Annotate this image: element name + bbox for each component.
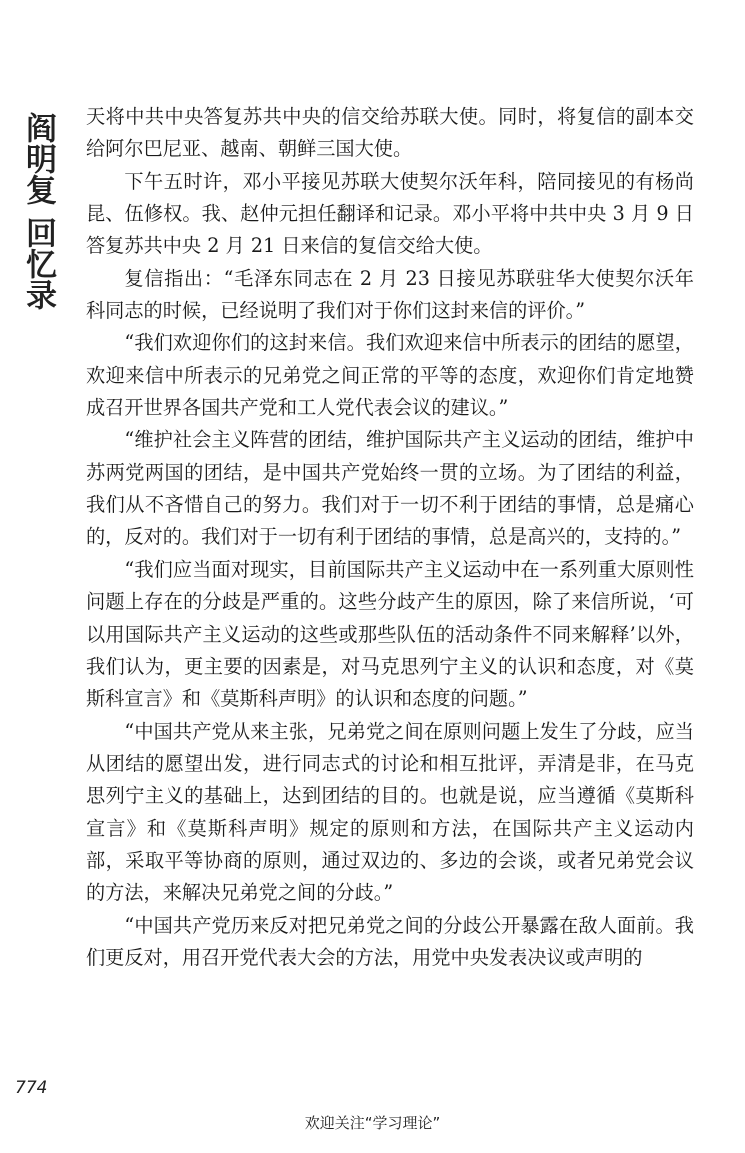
- main-text: [86, 101, 694, 974]
- paragraph-1: 天将中共中央答复苏共中央的信交给苏联大使。同时，将复信的副本交给阿尔巴尼亚、越南、朝鲜三国大使。: [86, 105, 694, 161]
- book-title-vertical: [10, 112, 54, 310]
- book-title-line-2: 回忆录: [20, 217, 56, 310]
- paragraph-7: “中国共产党从来主张，兄弟党之间在原则问题上发生了分歧，应当从团结的愿望出发，进行同志式的讨论和相互批评，弄清是非，在马克思列宁主义的基础上，达到团结的目的。也就是说，应当遵循《莫斯科宣言》和《莫斯科声明》规定的原则和方法，在国际共产主义运动内部，采取平等协商的原则，通过双边的、多边的会谈，或者兄弟党会议的方法，来解决兄弟党之间的分歧。”: [86, 719, 694, 905]
- page-number: 774: [15, 1078, 48, 1098]
- paragraph-4: “我们欢迎你们的这封来信。我们欢迎来信中所表示的团结的愿望，欢迎来信中所表示的兄弟党之间正常的平等的态度，欢迎你们肯定地赞成召开世界各国共产党和工人党代表会议的建议。”: [86, 331, 694, 420]
- paragraph-2: 下午五时许，邓小平接见苏联大使契尔沃年科，陪同接见的有杨尚昆、伍修权。我、赵仲元担任翻译和记录。邓小平将中共中央 3 月 9 日答复苏共中央 2 月 21 日来信的复信交给大使。: [86, 169, 694, 258]
- paragraph-3: 复信指出：“毛泽东同志在 2 月 23 日接见苏联驻华大使契尔沃年科同志的时候，已经说明了我们对于你们这封来信的评价。”: [86, 266, 694, 323]
- footer-note: 欢迎关注“学习理论”: [304, 1114, 441, 1132]
- paragraph-6: “我们应当面对现实，目前国际共产主义运动中在一系列重大原则性问题上存在的分歧是严重的。这些分歧产生的原因，除了来信所说，‘可以用国际共产主义运动的这些或那些队伍的活动条件不同来解释’以外，我们认为，更主要的因素是，对马克思列宁主义的认识和态度，对《莫斯科宣言》和《莫斯科声明》的认识和态度的问题。”: [86, 557, 694, 711]
- book-title-line-1: 阎明复: [20, 112, 56, 205]
- paragraph-8: “中国共产党历来反对把兄弟党之间的分歧公开暴露在敌人面前。我们更反对，用召开党代表大会的方法，用党中央发表决议或声明的: [86, 913, 694, 969]
- paragraph-5: “维护社会主义阵营的团结，维护国际共产主义运动的团结，维护中苏两党两国的团结，是中国共产党始终一贯的立场。为了团结的利益，我们从不吝惜自己的努力。我们对于一切不利于团结的事情，总是痛心的，反对的。我们对于一切有利于团结的事情，总是高兴的，支持的。”: [86, 428, 694, 549]
